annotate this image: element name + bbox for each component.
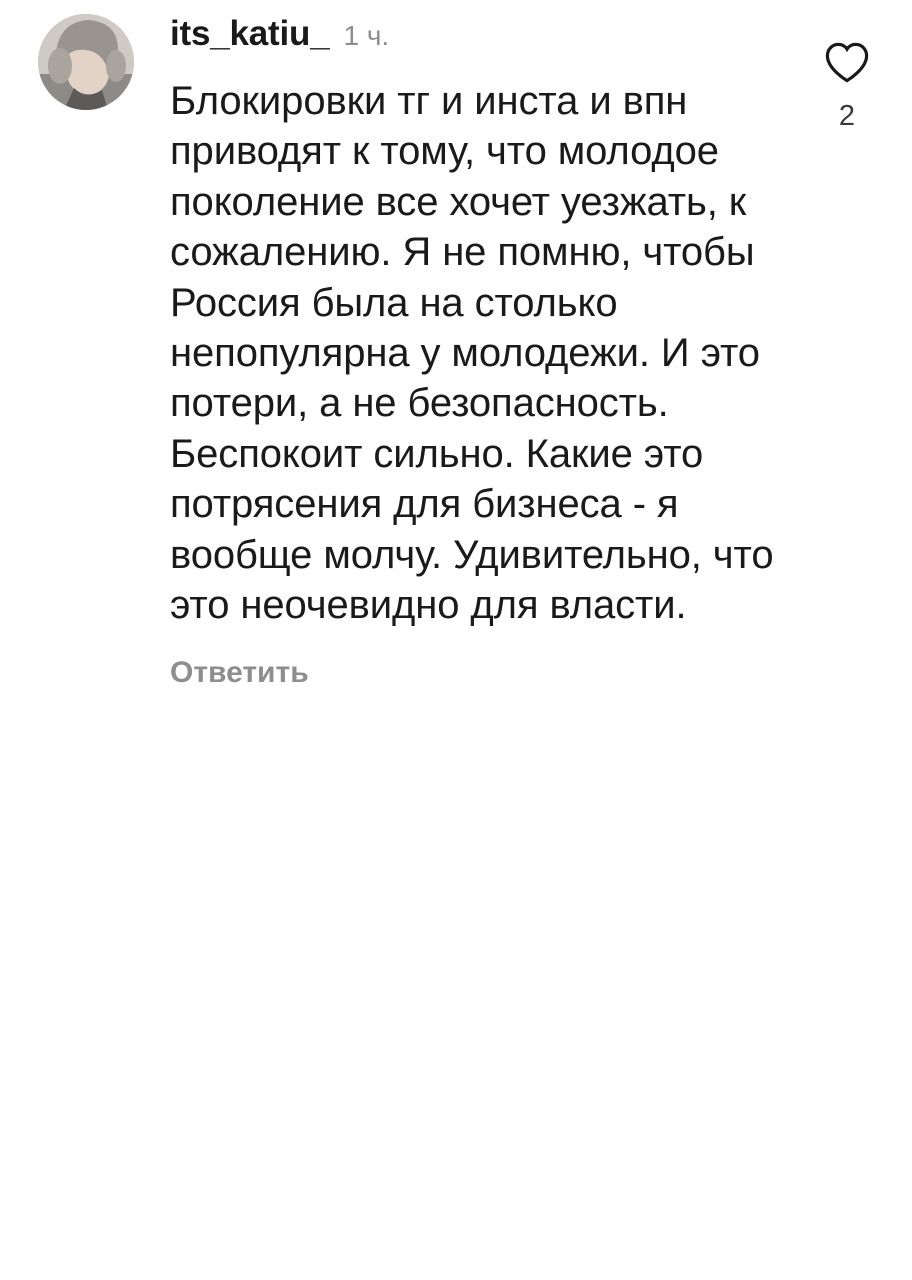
like-count: 2 xyxy=(838,100,856,132)
comment-body xyxy=(170,16,820,690)
comment-text: Блокировки тг и инста и впн приводят к тому, что молодое поколение все хочет уезжать, к сожалению. Я не помню, чтобы Россия была на столько непопулярна у молодежи. И это потери, а не безопасность. Беспокоит сильно. Какие это потрясения для бизнеса - я вообще молчу. Удивительно, что это неочевидно для власти. xyxy=(170,79,785,627)
comment-actions xyxy=(812,40,882,131)
comment-meta xyxy=(170,16,820,62)
avatar[interactable] xyxy=(38,14,134,110)
heart-icon[interactable] xyxy=(823,40,871,84)
reply-button[interactable]: Ответить xyxy=(170,656,309,690)
comment-username[interactable]: its_katiu_ xyxy=(170,14,330,53)
comment-timestamp: 1 ч. xyxy=(343,20,390,51)
